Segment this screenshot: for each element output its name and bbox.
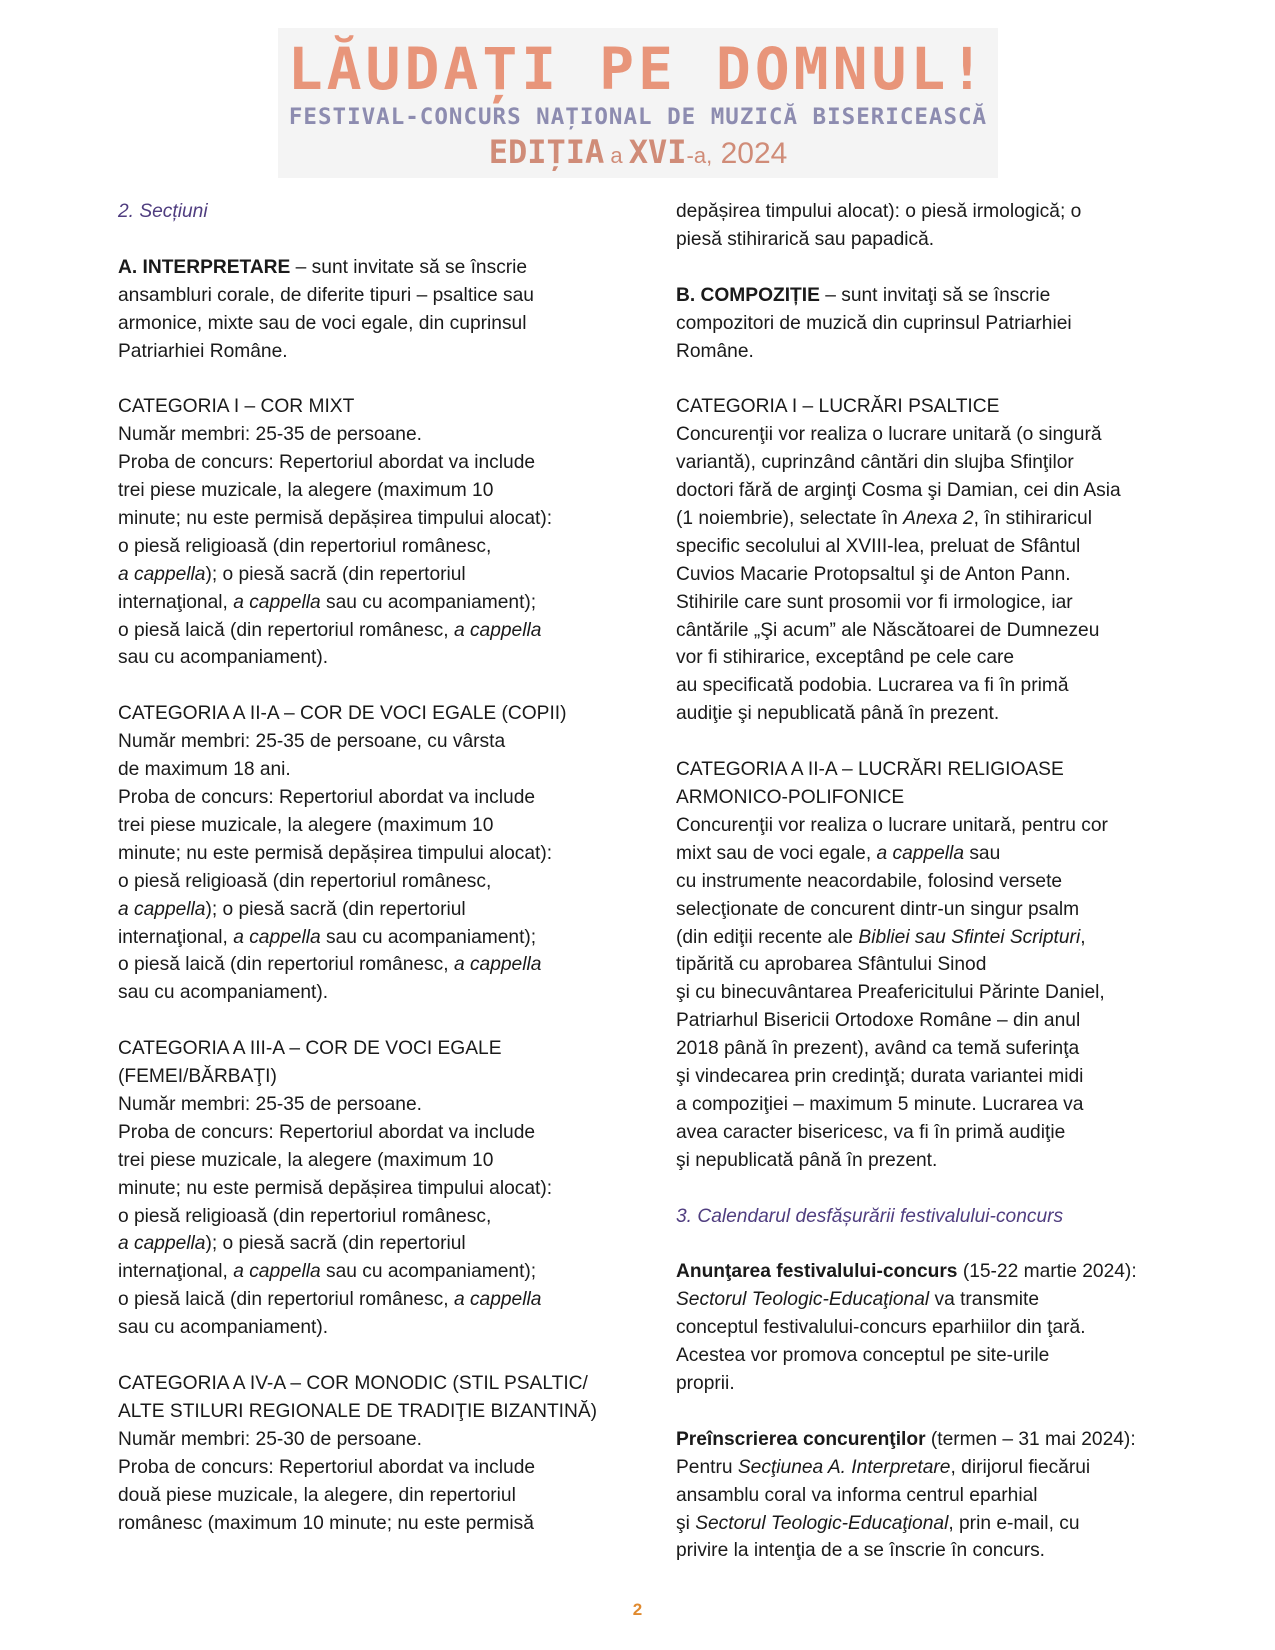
calendar-heading: 3. Calendarul desfășurării festivalului-concurs — [676, 1205, 1064, 1227]
announcement-paragraph: Anunţarea festivalului-concurs (15-22 martie 2024): Sectorul Teologic-Educaţional va transmite conceptul festivalului-concurs eparhiilor din ţară. Acestea vor promova conceptul pe site-urile proprii. — [676, 1261, 1137, 1394]
festival-banner — [278, 28, 998, 178]
category-3-title: CATEGORIA A III-A – COR DE VOCI EGALE — [118, 1038, 502, 1060]
category-4-block: CATEGORIA A IV-A – COR MONODIC (STIL PSALTIC/ ALTE STILURI REGIONALE DE TRADIŢIE BIZANTINĂ) Număr membri: 25-30 de persoane. Proba de concurs: Repertoriul abordat va include două piese muzicale, la alegere, din repertoriul românesc (maximum 10 minute; nu este permisă — [118, 1370, 618, 1537]
psaltic-category-title: CATEGORIA I – LUCRĂRI PSALTICE — [676, 396, 1000, 418]
preregistration-title: Preînscrierea concurenţilor — [676, 1428, 926, 1450]
category-4-title: CATEGORIA A IV-A – COR MONODIC (STIL PSALTIC/ — [118, 1372, 588, 1394]
polyphonic-category-title: CATEGORIA A II-A – LUCRĂRI RELIGIOASE — [676, 759, 1064, 781]
compozitie-title: B. COMPOZIȚIE — [676, 284, 820, 306]
right-column — [676, 198, 1176, 1593]
section-heading: 2. Secțiuni — [118, 201, 208, 222]
interpretare-title: A. INTERPRETARE — [118, 256, 291, 278]
banner-edition — [278, 132, 998, 176]
page-number: 2 — [632, 1600, 643, 1619]
category-1-title: CATEGORIA I – COR MIXT — [118, 396, 355, 418]
left-column — [118, 198, 618, 1565]
edition-number: XVI — [628, 133, 687, 171]
interpretare-paragraph: A. INTERPRETARE – sunt invitate să se înscrie ansambluri corale, de diferite tipuri – psaltice sau armonice, mixte sau de voci egale, din cuprinsul Patriarhiei Române. — [118, 256, 534, 362]
banner-subtitle: FESTIVAL-CONCURS NAȚIONAL DE MUZICĂ BISERICEASCĂ — [288, 104, 988, 130]
announcement-title: Anunţarea festivalului-concurs — [676, 1261, 958, 1283]
compozitie-paragraph: B. COMPOZIȚIE – sunt invitaţi să se înscrie compozitori de muzică din cuprinsul Patriarhiei Române. — [676, 284, 1072, 362]
category-2-title: CATEGORIA A II-A – COR DE VOCI EGALE (COPII) — [118, 703, 567, 725]
edition-a: a — [604, 143, 629, 168]
edition-word: EDIȚIA — [488, 133, 605, 171]
banner-title: LĂUDAȚI PE DOMNUL! — [287, 35, 989, 103]
category-4-continuation: depășirea timpului alocat): o piesă irmologică; o piesă stihirarică sau papadică. — [676, 201, 1082, 250]
category-2-block: CATEGORIA A II-A – COR DE VOCI EGALE (COPII) Număr membri: 25-35 de persoane, cu vârsta de maximum 18 ani. Proba de concurs: Repertoriul abordat va include trei piese muzicale, la alegere (maximum 10 minute; nu este permisă depășirea timpului alocat): o piesă religioasă (din repertoriul românesc, a cappella); o piesă sacră (din repertoriul internaţional, a cappella sau cu acompaniament); o piesă laică (din repertoriul românesc, a cappella sau cu acompaniament). — [118, 700, 618, 1007]
category-1-block: CATEGORIA I – COR MIXT Număr membri: 25-35 de persoane. Proba de concurs: Repertoriul abordat va include trei piese muzicale, la alegere (maximum 10 minute; nu este permisă depășirea timpului alocat): o piesă religioasă (din repertoriul românesc, a cappella); o piesă sacră (din repertoriul internaţional, a cappella sau cu acompaniament); o piesă laică (din repertoriul românesc, a cappella sau cu acompaniament). — [118, 393, 618, 672]
edition-suffix: -a, — [686, 143, 713, 168]
psaltic-category-block: CATEGORIA I – LUCRĂRI PSALTICE Concurenţii vor realiza o lucrare unitară (o singură variantă), cuprinzând cântări din slujba Sfinţilor doctori fără de arginţi Cosma şi Damian, cei din Asia (1 noiembrie), selectate în Anexa 2, în stihiraricul specific secolului al XVIII-lea, preluat de Sfântul Cuvios Macarie Protopsaltul şi de Anton Pann. Stihirile care sunt prosomii vor fi irmologice, iar cântările „Şi acum” ale Născătoarei de Dumnezeu vor fi stihirarice, exceptând pe cele care au specificată podobia. Lucrarea va fi în primă audiţie şi nepublicată până în prezent. — [676, 393, 1176, 728]
preregistration-paragraph: Preînscrierea concurenţilor (termen – 31 mai 2024): Pentru Secţiunea A. Interpretare, dirijorul fiecărui ansamblu coral va informa centrul eparhial şi Sectorul Teologic-Educaţional, prin e-mail, cu privire la intenţia de a se înscrie în concurs. — [676, 1428, 1136, 1562]
edition-year: 2024 — [712, 137, 788, 170]
category-3-block: CATEGORIA A III-A – COR DE VOCI EGALE (FEMEI/BĂRBAŢI) Număr membri: 25-35 de persoane. Proba de concurs: Repertoriul abordat va include trei piese muzicale, la alegere (maximum 10 minute; nu este permisă depășirea timpului alocat): o piesă religioasă (din repertoriul românesc, a cappella); o piesă sacră (din repertoriul internaţional, a cappella sau cu acompaniament); o piesă laică (din repertoriul românesc, a cappella sau cu acompaniament). — [118, 1035, 618, 1342]
polyphonic-category-block: CATEGORIA A II-A – LUCRĂRI RELIGIOASE ARMONICO-POLIFONICE Concurenţii vor realiza o lucrare unitară, pentru cor mixt sau de voci egale, a cappella sau cu instrumente neacordabile, folosind versete selecţionate de concurent dintr-un singur psalm (din ediţii recente ale Bibliei sau Sfintei Scripturi, tipărită cu aprobarea Sfântului Sinod şi cu binecuvântarea Preafericitului Părinte Daniel, Patriarhul Bisericii Ortodoxe Române – din anul 2018 până în prezent), având ca temă suferinţa şi vindecarea prin credinţă; durata variantei midi a compoziţiei – maximum 5 minute. Lucrarea va avea caracter bisericesc, va fi în primă audiţie şi nepublicată până în prezent. — [676, 756, 1176, 1175]
